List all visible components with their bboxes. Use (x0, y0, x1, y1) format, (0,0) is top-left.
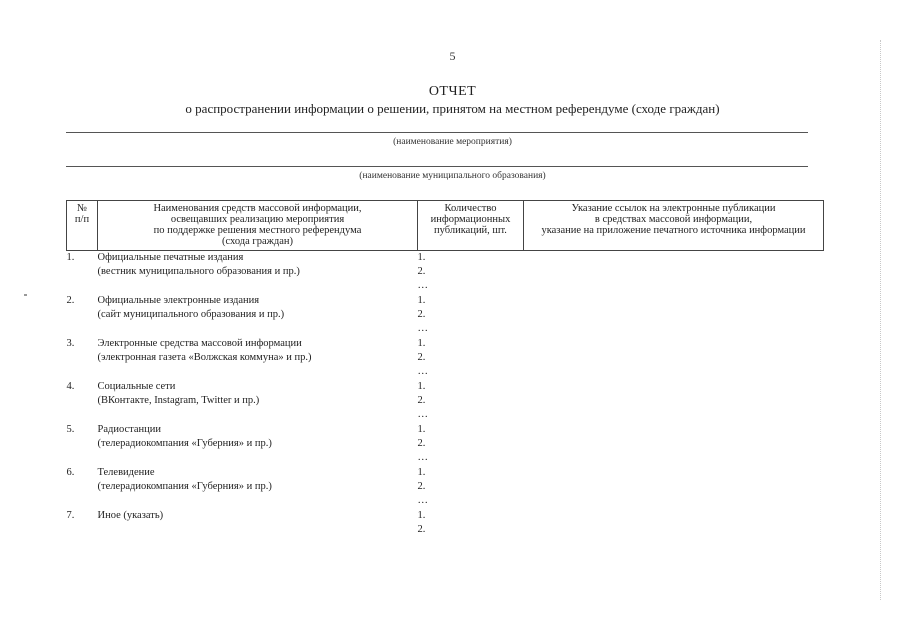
header-media-name: Наименования средств массовой информации, освещавших реализацию мероприятия по поддержке решения местного референдума (схода граждан) (98, 201, 418, 251)
table-row (67, 423, 824, 466)
row-publication-items: 1. 2. … (417, 295, 428, 334)
row-links-cell (524, 509, 824, 552)
table-row (67, 251, 824, 295)
row-media-name: Радиостанции (телерадиокомпания «Губерния» и пр.) (97, 424, 272, 449)
row-links-cell (524, 423, 824, 466)
row-number: 2. (66, 295, 75, 306)
row-number: 5. (66, 424, 75, 435)
row-links-cell (524, 380, 824, 423)
table-row (67, 466, 824, 509)
row-publication-items: 1. 2. (417, 510, 426, 535)
row-number: 6. (66, 467, 75, 478)
row-publication-items: 1. 2. … (417, 424, 428, 463)
event-name-line (66, 132, 808, 133)
page-number: 5 (449, 49, 456, 63)
row-media-name: Электронные средства массовой информации (электронная газета «Волжская коммуна» и пр.) (97, 338, 312, 363)
report-table (66, 200, 824, 552)
header-links: Указание ссылок на электронные публикации в средствах массовой информации, указание на приложение печатного источника информации (524, 201, 824, 251)
row-number: 3. (66, 338, 75, 349)
row-links-cell (524, 337, 824, 380)
row-links-cell (524, 466, 824, 509)
row-number: 7. (66, 510, 75, 521)
row-media-name: Официальные печатные издания (вестник муниципального образования и пр.) (97, 252, 300, 277)
row-media-name: Социальные сети (ВКонтакте, Instagram, Twitter и пр.) (97, 381, 260, 406)
header-number: № п/п (67, 201, 98, 251)
table-header-row (67, 201, 824, 251)
document-subtitle: о распространении информации о решении, принятом на местном референдуме (сходе граждан) (185, 101, 720, 116)
municipality-name-caption: (наименование муниципального образования) (359, 171, 546, 181)
table-row (67, 294, 824, 337)
row-media-name: Телевидение (телерадиокомпания «Губерния» и пр.) (97, 467, 272, 492)
document-title: ОТЧЕТ (428, 84, 477, 99)
municipality-name-line (66, 166, 808, 167)
row-media-name: Иное (указать) (97, 510, 164, 521)
row-links-cell (524, 294, 824, 337)
row-media-name: Официальные электронные издания (сайт муниципального образования и пр.) (97, 295, 285, 320)
row-links-cell (524, 251, 824, 295)
scan-edge-artifact (880, 40, 882, 600)
row-number: 1. (66, 252, 75, 263)
header-publication-count: Количество информационных публикаций, шт. (418, 201, 524, 251)
event-name-caption: (наименование мероприятия) (393, 137, 512, 147)
table-row (67, 380, 824, 423)
table-row (67, 337, 824, 380)
row-publication-items: 1. 2. … (417, 338, 428, 377)
row-publication-items: 1. 2. … (417, 381, 428, 420)
row-publication-items: 1. 2. … (417, 252, 428, 291)
row-number: 4. (66, 381, 75, 392)
row-publication-items: 1. 2. … (417, 467, 428, 506)
table-row (67, 509, 824, 552)
scan-artifact (24, 294, 27, 296)
